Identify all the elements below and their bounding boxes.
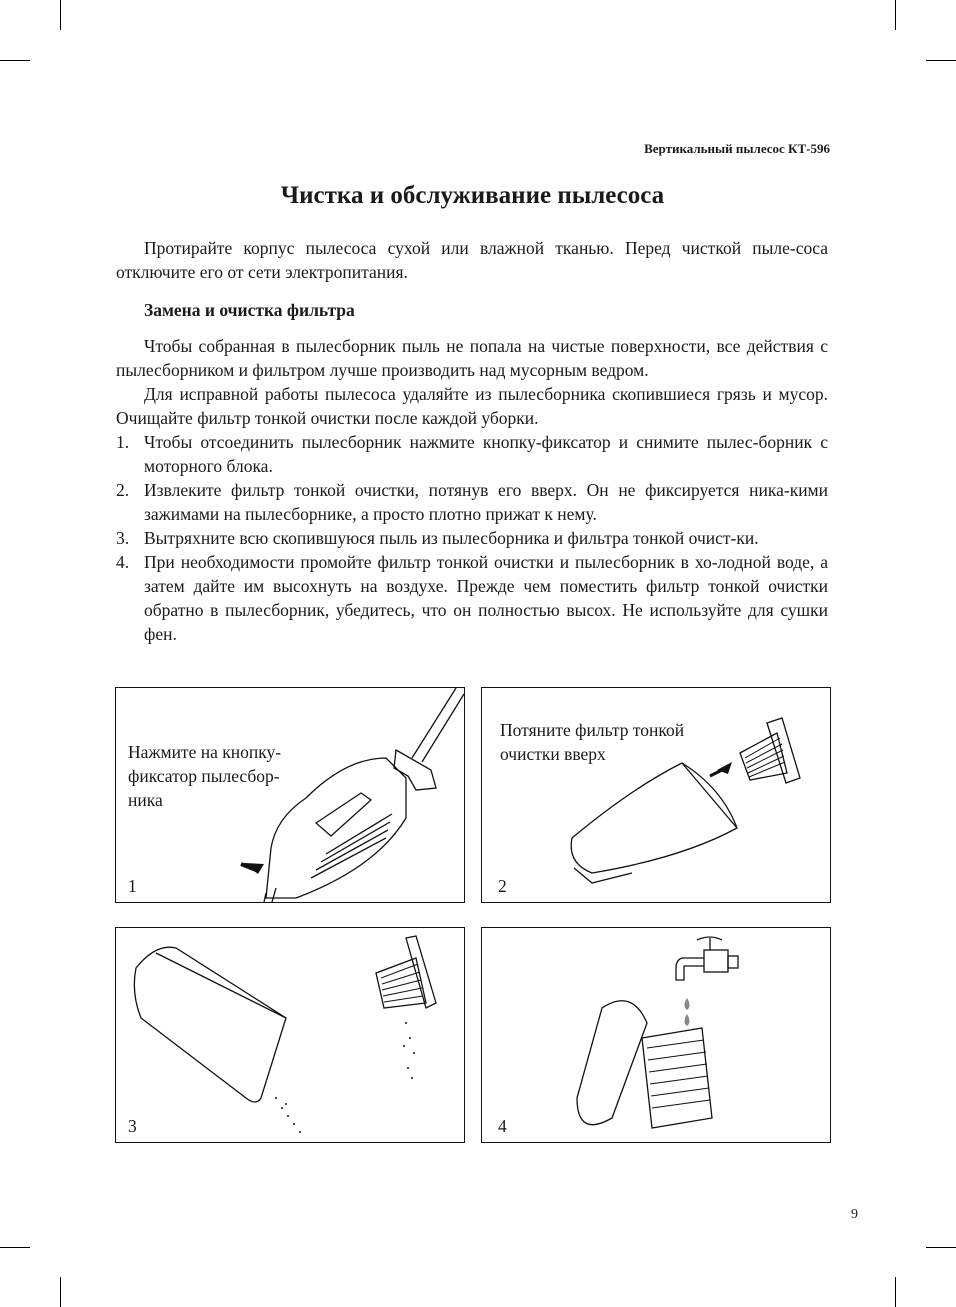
crop-mark <box>895 1277 896 1307</box>
crop-mark <box>926 1247 956 1248</box>
step-text: При необходимости промойте фильтр тонкой очистки и пылесборник в хо-лодной воде, а затем дайте им высохнуть на воздухе. Прежде чем поместить фильтр тонкой очистки обратно в пылесборник, убедитесь, что он полностью высох. Не используйте для сушки фен. <box>144 552 828 644</box>
crop-mark <box>0 60 30 61</box>
step-text: Вытряхните всю скопившуюся пыль из пылесборника и фильтра тонкой очист-ки. <box>144 528 759 548</box>
caption-line: Нажмите на кнопку- <box>128 742 282 762</box>
caption-line: очистки вверх <box>500 744 606 764</box>
figure-4 <box>481 927 831 1143</box>
section-paragraph: Для исправной работы пылесоса удаляйте из пылесборника скопившиеся грязь и мусор. Очищайте фильтр тонкой очистки после каждой уборки. <box>116 384 828 428</box>
figure-number: 1 <box>128 876 137 896</box>
crop-mark <box>60 1277 61 1307</box>
figure-number: 2 <box>498 876 507 896</box>
step-text: Чтобы отсоединить пылесборник нажмите кнопку-фиксатор и снимите пылес-борник с моторного блока. <box>144 432 828 476</box>
step-number: 1. <box>116 432 130 452</box>
crop-mark <box>60 0 61 30</box>
figure-caption <box>128 740 281 812</box>
figure-3 <box>115 927 465 1143</box>
step-number: 4. <box>116 552 130 572</box>
list-item <box>116 526 828 550</box>
crop-mark <box>0 1247 30 1248</box>
step-number: 2. <box>116 480 130 500</box>
step-text: Извлеките фильтр тонкой очистки, потянув его вверх. Он не фиксируется ника-кими зажимами на пылесборнике, а просто плотно прижат к нему. <box>144 480 828 524</box>
caption-line: Потяните фильтр тонкой <box>500 720 685 740</box>
intro-paragraph: Протирайте корпус пылесоса сухой или влажной тканью. Перед чисткой пыле-сoса отключите его от сети электропитания. <box>116 238 828 282</box>
figure-number: 4 <box>498 1116 507 1136</box>
caption-line: фиксатор пылесбор- <box>128 766 280 786</box>
caption-line: ника <box>128 790 163 810</box>
steps-list <box>116 430 828 646</box>
figure-number: 3 <box>128 1116 137 1136</box>
step-number: 3. <box>116 528 130 548</box>
running-header: Вертикальный пылесос КТ-596 <box>644 141 830 156</box>
figure-caption <box>500 718 684 766</box>
crop-mark <box>895 0 896 30</box>
washing-filter-illustration <box>482 928 830 1142</box>
section-paragraph: Чтобы собранная в пылесборник пыль не попала на чистые поверхности, все действия с пылесборником и фильтром лучше производить над мусорным ведром. <box>116 336 828 380</box>
crop-mark <box>926 60 956 61</box>
section-heading: Замена и очистка фильтра <box>144 300 355 320</box>
figure-2 <box>481 687 831 903</box>
list-item <box>116 430 828 478</box>
list-item <box>116 550 828 646</box>
figure-1 <box>115 687 465 903</box>
page-number: 9 <box>851 1207 858 1222</box>
shaking-dust-illustration <box>116 928 464 1142</box>
list-item <box>116 478 828 526</box>
page-title: Чистка и обслуживание пылесоса <box>280 182 665 209</box>
